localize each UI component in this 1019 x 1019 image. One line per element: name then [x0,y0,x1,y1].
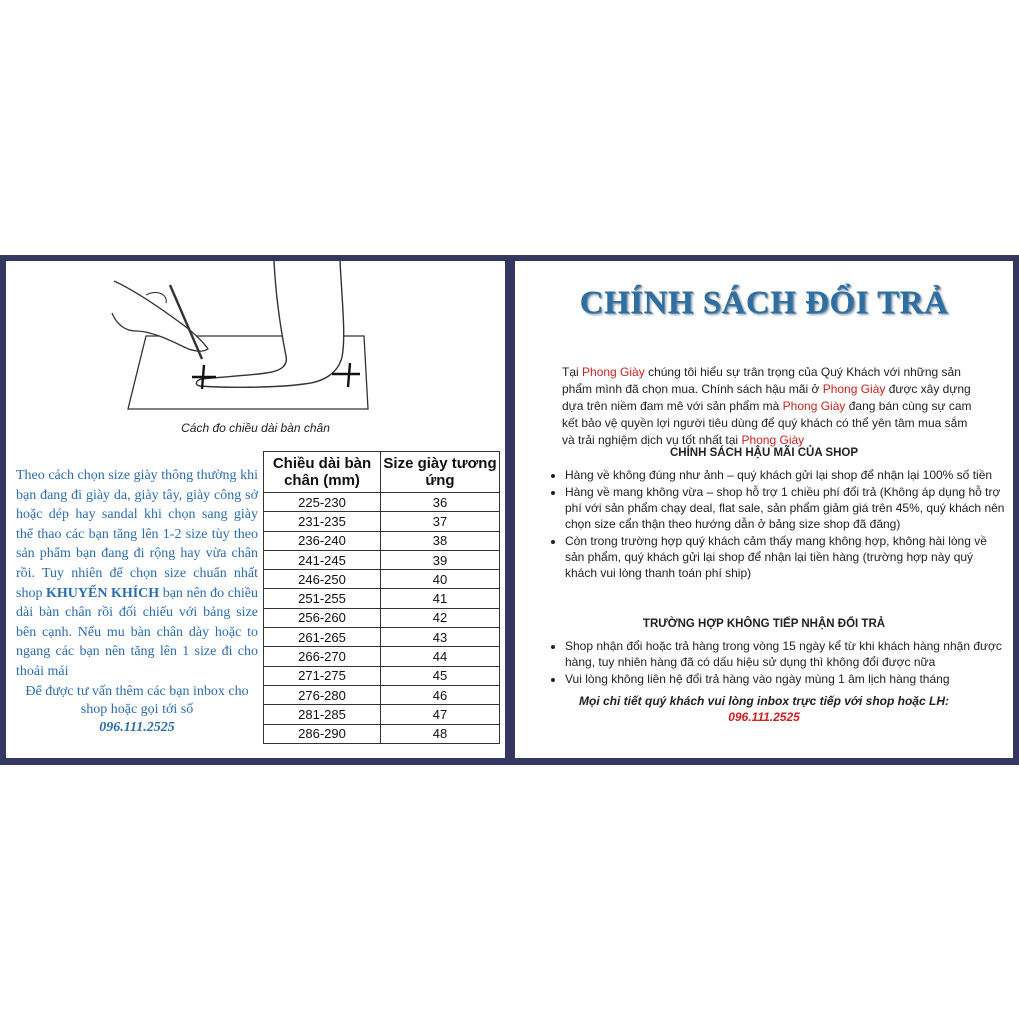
foot-length-cell: 261-265 [264,628,381,647]
contact-text: Để được tư vấn thêm các bạn inbox cho shop hoặc gọi tới số [25,684,249,717]
foot-length-cell: 281-285 [264,705,381,724]
table-row [264,493,500,512]
shoe-size-cell: 45 [381,666,500,685]
advice-text-end: bạn nên đo chiều dài bàn chân rồi đối chiếu với bảng size bên cạnh. Nếu mu bàn chân dày hoặc to ngang các bạn nên tăng lên 1 size đi cho thoải mái [16,585,259,679]
foot-length-cell: 271-275 [264,666,381,685]
contact-phone: 096.111.2525 [99,720,175,735]
table-row [264,608,500,627]
foot-length-cell: 276-280 [264,685,381,704]
foot-length-cell: 246-250 [264,570,381,589]
intro-part-2: chúng tôi hiểu sự trân trọng của Quý Khách với những sản phẩm mình đã chọn mua. Chính sách hậu mãi ở [562,365,961,396]
shoe-size-cell: 46 [381,685,500,704]
contact-note [515,693,1013,725]
foot-length-cell: 225-230 [264,493,381,512]
shoe-size-cell: 36 [381,493,500,512]
advice-text-start: Theo cách chọn size giày thông thường khi bạn đang đi giày da, giày tây, giày công sở hoặc dép hay sandal khi chọn sang giày thể thao các bạn tăng lên 1-2 size tùy theo sản phẩm bạn đang đi rộng hay vừa chân rồi. Tuy nhiên để chọn size chuẩn nhất shop [16,468,258,601]
brand-name: Phong Giày [741,433,805,447]
list-item: • Hàng về không đúng như ảnh – quý khách gửi lại shop để nhận lại 100% số tiền [565,467,1005,483]
shoe-size-cell: 37 [381,512,500,531]
header-shoe-size: Size giày tương ứng [381,452,500,493]
policy-intro [562,364,982,449]
contact-block [16,683,258,737]
shoe-size-cell: 41 [381,589,500,608]
table-row [264,685,500,704]
foot-length-cell: 241-245 [264,550,381,569]
advice-emphasis: KHUYẾN KHÍCH [45,585,160,601]
list-item: • Còn trong trường hợp quý khách cảm thấy mang không hợp, không hài lòng về sản phẩm, quý khách gửi lại shop để nhận lại tiền hàng (trường hợp này quý khách vui lòng thanh toán phí ship) [565,533,1005,581]
shoe-size-cell: 39 [381,550,500,569]
table-row [264,647,500,666]
table-row [264,550,500,569]
table-row [264,589,500,608]
table-header-row [264,452,500,493]
table-row [264,512,500,531]
brand-name: Phong Giày [822,382,886,396]
list-item: • Hàng về mang không vừa – shop hỗ trợ 1 chiều phí đổi trả (Không áp dụng hỗ trợ phí với sản phẩm chạy deal, flat sale, sản phẩm giảm giá trên 45%, quý khách nên chọn size cẩn thận theo hướng dẫn ở bảng size shop đã đăng) [565,484,1005,532]
return-policy-panel [515,261,1013,758]
shoe-size-cell: 43 [381,628,500,647]
contact-note-phone: 096.111.2525 [728,710,800,724]
size-advice-paragraph [16,466,258,682]
table-row [264,531,500,550]
table-row [264,628,500,647]
table-row [264,570,500,589]
header-foot-length: Chiều dài bàn chân (mm) [264,452,381,493]
foot-measuring-illustration [106,261,406,421]
shoe-size-cell: 42 [381,608,500,627]
foot-length-cell: 286-290 [264,724,381,743]
list-item: • Shop nhận đổi hoặc trả hàng trong vòng 15 ngày kể từ khi khách hàng nhận được hàng, tuy nhiên hàng đã có dấu hiệu sử dụng thì không đổi được nữa [565,638,1005,670]
contact-note-text: Mọi chi tiết quý khách vui lòng inbox trực tiếp với shop hoặc LH: [579,694,949,708]
aftersales-heading: CHÍNH SÁCH HẬU MÃI CỦA SHOP [669,447,859,459]
intro-part-3: được xây dựng dựa trên niềm đam mê với sản phẩm mà [562,382,971,413]
no-return-list [549,638,1005,688]
measure-caption: Cách đo chiều dài bàn chân [181,421,330,435]
foot-length-cell: 251-255 [264,589,381,608]
shoe-size-cell: 40 [381,570,500,589]
foot-length-cell: 231-235 [264,512,381,531]
table-row [264,666,500,685]
intro-part-4: đang bán cùng sự cam kết bảo vệ quyền lợi người tiêu dùng để quý khách có thể yên tâm mua sắm và trải nghiệm dịch vụ tốt nhất tại [562,399,972,447]
foot-length-cell: 236-240 [264,531,381,550]
foot-length-cell: 256-260 [264,608,381,627]
brand-name: Phong Giày [582,365,645,379]
table-row [264,724,500,743]
foot-length-cell: 266-270 [264,647,381,666]
aftersales-list [549,467,1005,582]
shoe-size-cell: 44 [381,647,500,666]
size-guide-banner [0,255,1019,765]
shoe-size-cell: 48 [381,724,500,743]
table-row [264,705,500,724]
list-item: • Vui lòng không liên hệ đổi trả hàng vào ngày mùng 1 âm lịch hàng tháng [565,671,1005,687]
shoe-size-cell: 38 [381,531,500,550]
brand-name: Phong Giày [782,399,846,413]
size-chart-table [263,451,500,744]
no-return-heading: TRƯỜNG HỢP KHÔNG TIẾP NHẬN ĐỔI TRẢ [642,618,886,630]
shoe-size-cell: 47 [381,705,500,724]
policy-title: CHÍNH SÁCH ĐỔI TRẢ [579,285,949,321]
size-guide-panel [6,261,505,758]
intro-part-1: Tại [562,365,579,379]
